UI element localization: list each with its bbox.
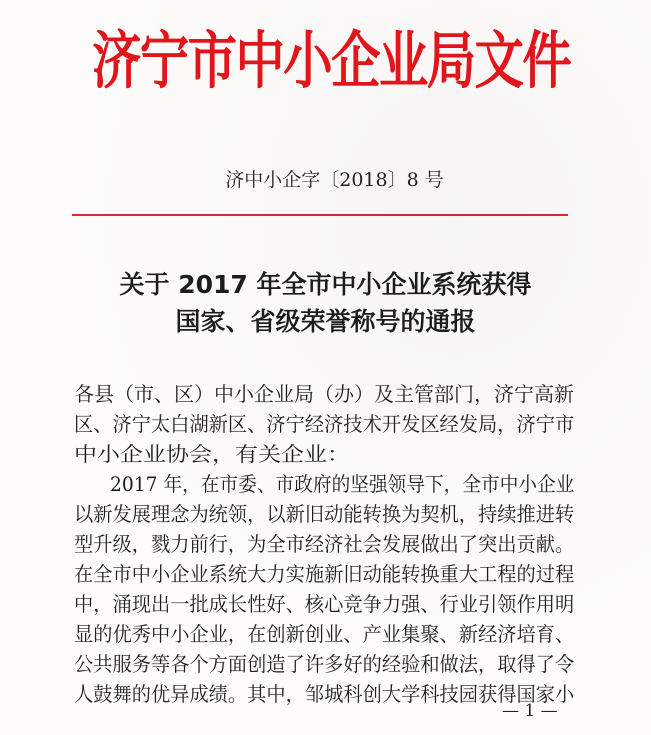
- body-line: 中小企业协会，有关企业：: [74, 442, 350, 466]
- document-header-title: 济宁市中小企业局文件: [92, 24, 571, 97]
- page-number: — 1 —: [502, 701, 558, 721]
- body-line: 区、济宁太白湖新区、济宁经济技术开发区经发局，济宁市: [74, 412, 575, 436]
- body-line: 人鼓舞的优异成绩。其中，邹城科创大学科技园获得国家小: [74, 682, 575, 706]
- notice-title-line-1: 关于 2017 年全市中小企业系统获得: [119, 270, 532, 299]
- body-line: 在全市中小企业系统大力实施新旧动能转换重大工程的过程: [74, 562, 575, 586]
- body-line: 以新发展理念为统领，以新旧动能转换为契机，持续推进转: [74, 502, 575, 526]
- body-line: 型升级，戮力前行，为全市经济社会发展做出了突出贡献。: [74, 532, 575, 556]
- body-line: 中，涌现出一批成长性好、核心竞争力强、行业引领作用明: [74, 592, 575, 616]
- body-line: 显的优秀中小企业，在创新创业、产业集聚、新经济培育、: [74, 622, 575, 646]
- body-line: 2017 年，在市委、市政府的坚强领导下，全市中小企业: [110, 472, 575, 496]
- body-line: 各县（市、区）中小企业局（办）及主管部门，济宁高新: [74, 382, 574, 406]
- body-line: 公共服务等各个方面创造了许多好的经验和做法，取得了令: [74, 652, 575, 676]
- notice-title-line-2: 国家、省级荣誉称号的通报: [175, 307, 476, 336]
- document-number: 济中小企字〔2018〕8 号: [225, 169, 444, 191]
- header-divider: [72, 214, 568, 216]
